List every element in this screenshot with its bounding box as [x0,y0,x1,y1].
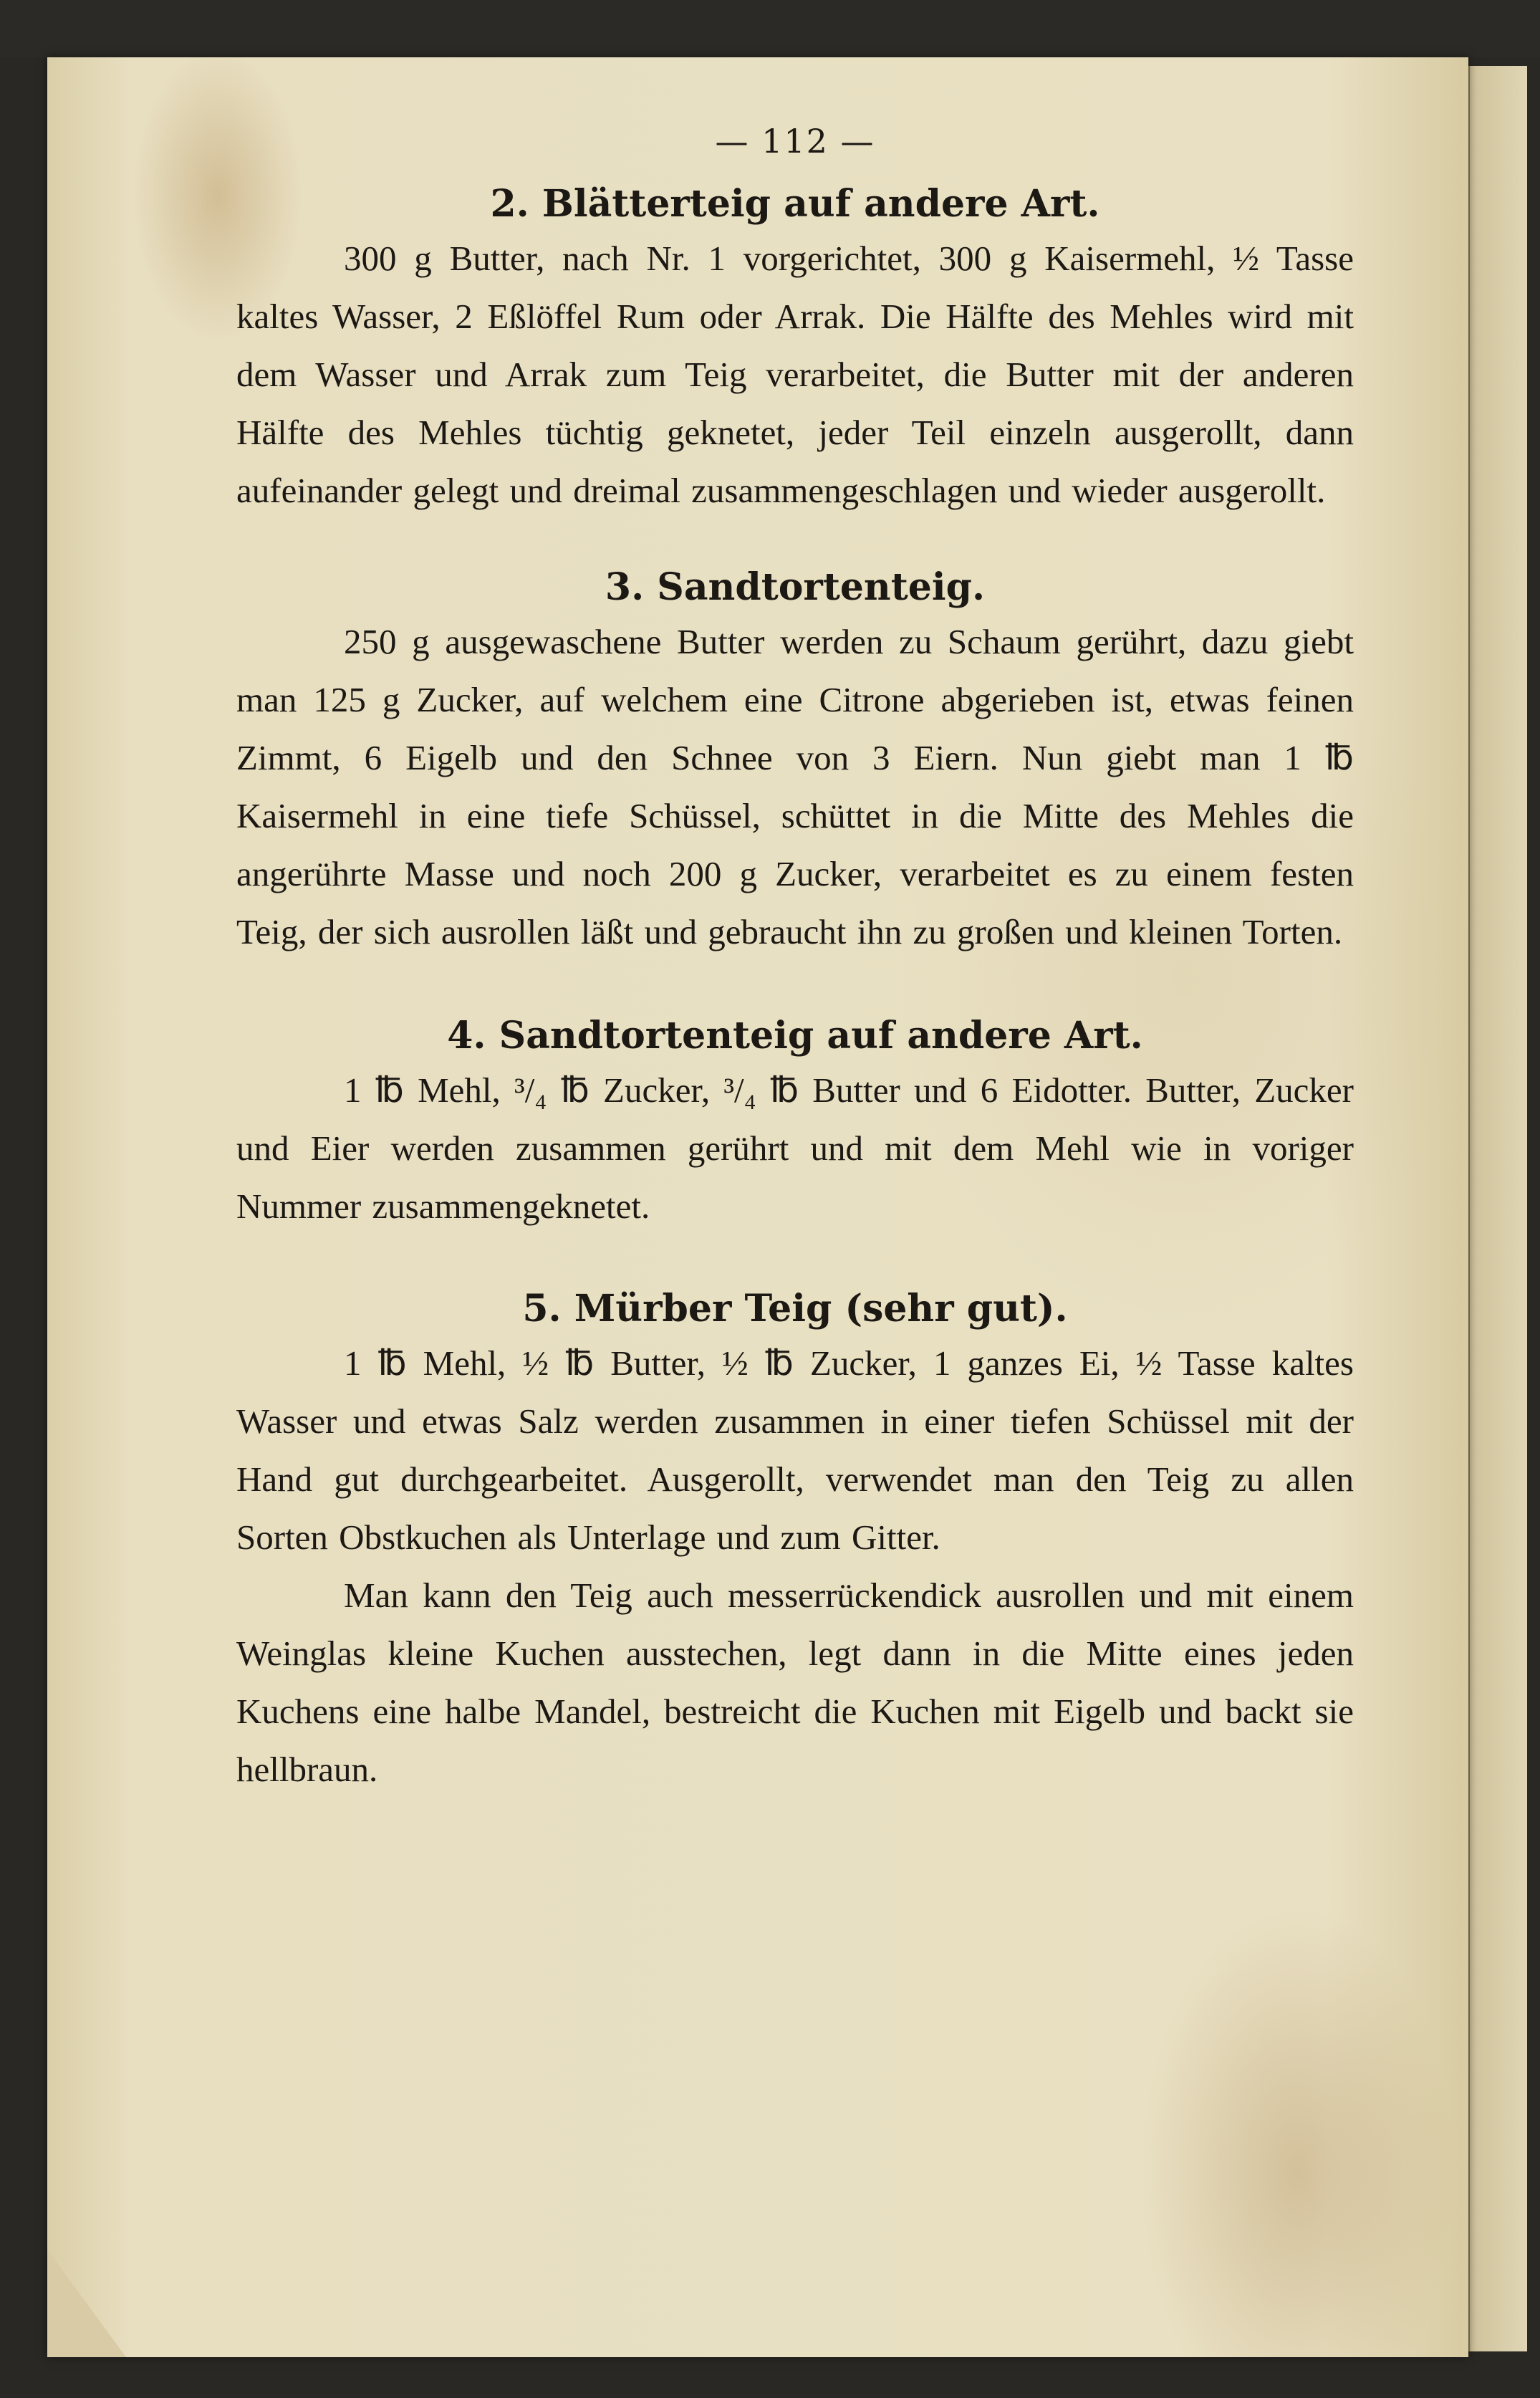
adjacent-page-edge [1468,66,1527,2351]
section-muerber-teig [236,1284,1354,1798]
section-sandtortenteig-andere-art [236,1011,1354,1235]
page-content [236,122,1354,1798]
section-heading: 3. Sandtortenteig. [605,565,986,609]
page-number: — 112 — [715,122,875,160]
scan-background [0,0,1540,57]
section-heading: 4. Sandtortenteig auf andere Art. [447,1014,1143,1057]
section-paragraph: 250 g ausgewaschene Butter werden zu Schaum gerührt, dazu giebt man 125 g Zucker, auf welchem eine Citrone abgerieben ist, etwas feinen Zimmt, 6 Eigelb und den Schnee von 3 Eiern. Nun giebt man 1 ℔ Kaisermehl in eine tiefe Schüssel, schüttet in die Mitte des Mehles die angerührte Masse und noch 200 g Zucker, verarbeitet es zu einem festen Teig, der sich ausrollen läßt und gebraucht ihn zu großen und kleinen Torten. [236,622,1354,951]
section-sandtortenteig [236,562,1354,961]
section-paragraph: 1 ℔ Mehl, ½ ℔ Butter, ½ ℔ Zucker, 1 ganzes Ei, ½ Tasse kaltes Wasser und etwas Salz werden zusammen in einer tiefen Schüssel mit der Hand gut durchgearbeitet. Ausgerollt, verwendet man den Teig zu allen Sorten Obstkuchen als Unterlage und zum Gitter. [236,1343,1354,1557]
section-paragraph: Man kann den Teig auch messerrückendick ausrollen und mit einem Weinglas kleine Kuchen ausstechen, legt dann in die Mitte eines jeden Kuchens eine halbe Mandel, bestreicht die Kuchen mit Eigelb und backt sie hellbraun. [236,1576,1354,1789]
section-paragraph: 1 ℔ Mehl, ³/₄ ℔ Zucker, ³/₄ ℔ Butter und 6 Eidotter. Butter, Zucker und Eier werden zusammen gerührt und mit dem Mehl wie in voriger Nummer zusammengeknetet. [236,1070,1354,1226]
section-heading: 5. Mürber Teig (sehr gut). [522,1287,1068,1330]
section-blaetterteig [236,179,1354,519]
section-heading: 2. Blätterteig auf andere Art. [490,182,1100,226]
section-paragraph: 300 g Butter, nach Nr. 1 vorgerichtet, 300 g Kaisermehl, ½ Tasse kaltes Wasser, 2 Eßlöffel Rum oder Arrak. Die Hälfte des Mehles wird mit dem Wasser und Arrak zum Teig verarbeitet, die Butter mit der anderen Hälfte des Mehles tüchtig geknetet, jeder Teil einzeln ausgerollt, dann aufeinander gelegt und dreimal zusammengeschlagen und wieder ausgerollt. [236,239,1354,510]
page-corner-fold [47,2250,126,2357]
